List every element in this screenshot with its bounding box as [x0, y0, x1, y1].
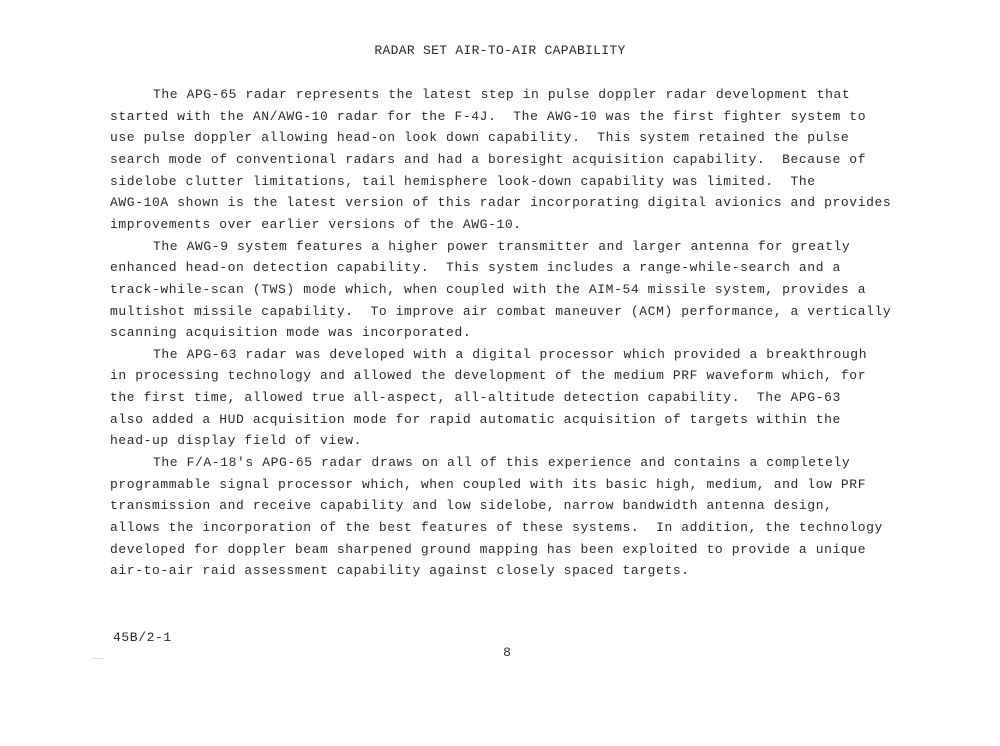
paragraph-line: programmable signal processor which, when coupled with its basic high, medium, and low PRF [110, 476, 867, 492]
paragraph-line: transmission and receive capability and low sidelobe, narrow bandwidth antenna design, [110, 498, 833, 514]
document-reference: 45B/2-1 [113, 630, 172, 645]
paragraph-line: track-while-scan (TWS) mode which, when coupled with the AIM-54 missile system, provides a [110, 281, 867, 297]
scan-mark [92, 658, 104, 659]
paragraph-line: search mode of conventional radars and had a boresight acquisition capability. Because of [110, 151, 867, 167]
paragraph-line: The APG-63 radar was developed with a digital processor which provided a breakthrough [153, 346, 868, 362]
paragraph-line: allows the incorporation of the best features of these systems. In addition, the technology [110, 520, 883, 535]
paragraph-line: developed for doppler beam sharpened ground mapping has been exploited to provide a unique [110, 541, 867, 557]
paragraph-line: sidelobe clutter limitations, tail hemisphere look-down capability was limited. The [110, 173, 816, 189]
paragraph-line: started with the AN/AWG-10 radar for the F-4J. The AWG-10 was the first fighter system to [110, 108, 867, 124]
paragraph-line: AWG-10A shown is the latest version of this radar incorporating digital avionics and provides [110, 195, 892, 211]
paragraph-line: improvements over earlier versions of the AWG-10. [110, 216, 522, 232]
page-title: RADAR SET AIR-TO-AIR CAPABILITY [374, 43, 626, 58]
paragraph-line: The AWG-9 system features a higher power transmitter and larger antenna for greatly [153, 238, 851, 254]
paragraph-line: The APG-65 radar represents the latest step in pulse doppler radar development that [153, 87, 851, 102]
paragraph-line: air-to-air raid assessment capability against closely spaced targets. [110, 563, 690, 579]
paragraph-line: in processing technology and allowed the development of the medium PRF waveform which, for [110, 368, 867, 384]
paragraph-line: use pulse doppler allowing head-on look down capability. This system retained the pulse [110, 130, 850, 146]
paragraph-line: multishot missile capability. To improve air combat maneuver (ACM) performance, a vertically [110, 303, 892, 319]
paragraph-line: scanning acquisition mode was incorporated. [110, 325, 472, 341]
paragraph-line: also added a HUD acquisition mode for rapid automatic acquisition of targets within the [110, 411, 841, 427]
paragraph-line: The F/A-18's APG-65 radar draws on all of this experience and contains a completely [153, 455, 851, 471]
page-number: 8 [503, 645, 511, 660]
paragraph-line: the first time, allowed true all-aspect, all-altitude detection capability. The APG-63 [110, 390, 841, 406]
paragraph-line: head-up display field of view. [110, 433, 363, 449]
paragraph-line: enhanced head-on detection capability. This system includes a range-while-search and a [110, 260, 841, 276]
